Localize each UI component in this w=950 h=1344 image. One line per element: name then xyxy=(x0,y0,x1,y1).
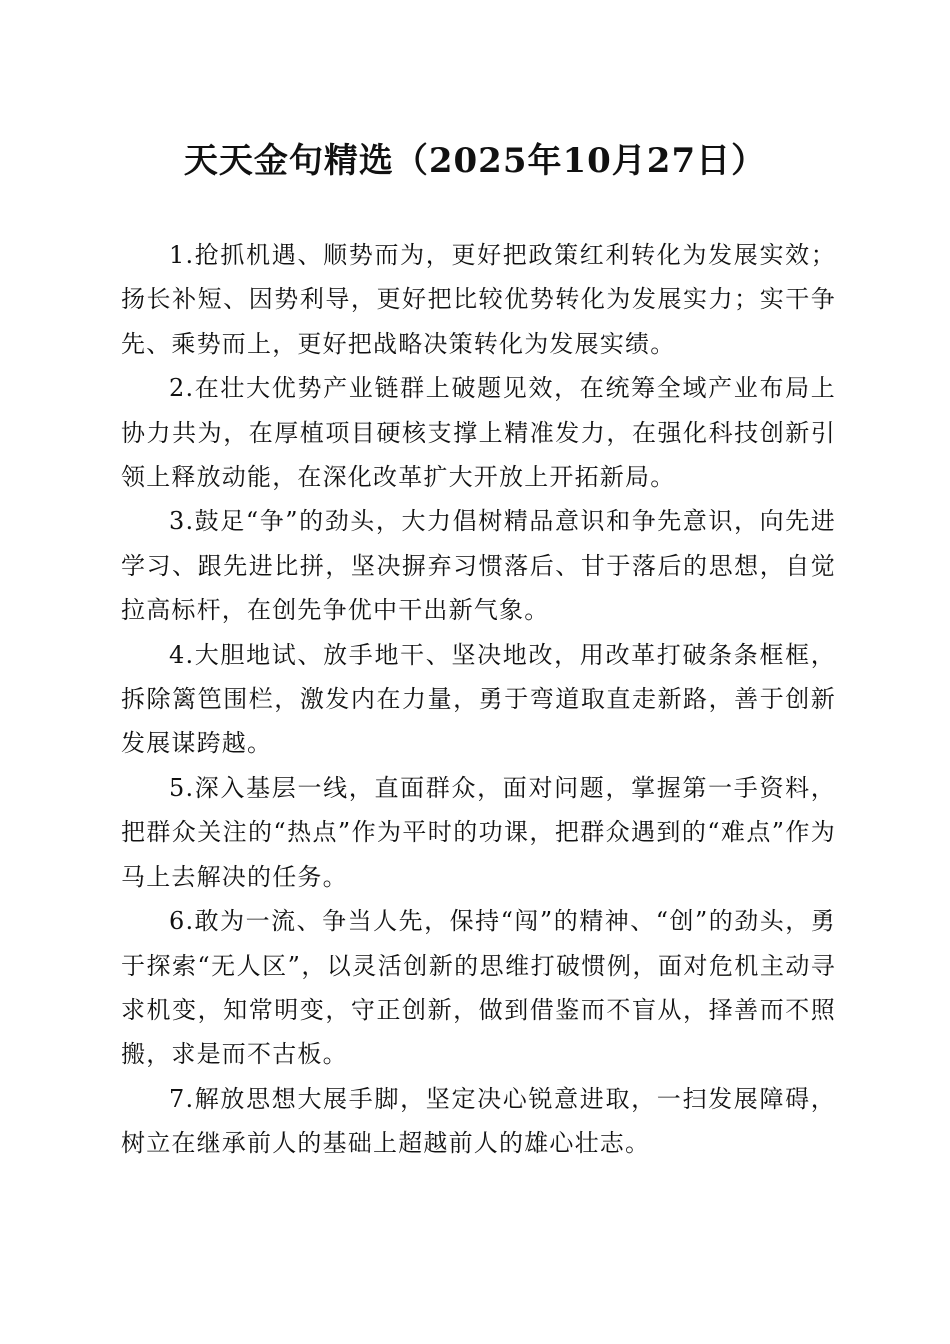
paragraph-5: 5.深入基层一线，直面群众，面对问题，掌握第一手资料，把群众关注的“热点”作为平时的功课，把群众遇到的“难点”作为马上去解决的任务。 xyxy=(121,773,836,891)
paragraph-6: 6.敢为一流、争当人先，保持“闯”的精神、“创”的劲头，勇于探索“无人区”，以灵活创新的思维打破惯例，面对危机主动寻求机变，知常明变，守正创新，做到借鉴而不盲从，择善而不照搬，求是而不古板。 xyxy=(121,907,836,1069)
paragraph-4: 4.大胆地试、放手地干、坚决地改，用改革打破条条框框，拆除篱笆围栏，激发内在力量，勇于弯道取直走新路，善于创新发展谋跨越。 xyxy=(121,640,836,758)
document-title: 天天金句精选（2025年10月27日） xyxy=(183,141,767,181)
paragraph-1: 1.抢抓机遇、顺势而为，更好把政策红利转化为发展实效；扬长补短、因势利导，更好把比较优势转化为发展实力；实干争先、乘势而上，更好把战略决策转化为发展实绩。 xyxy=(121,241,836,358)
paragraph-7: 7.解放思想大展手脚，坚定决心锐意进取，一扫发展障碍，树立在继承前人的基础上超越前人的雄心壮志。 xyxy=(121,1084,836,1158)
paragraph-3: 3.鼓足“争”的劲头，大力倡树精品意识和争先意识，向先进学习、跟先进比拼，坚决摒弃习惯落后、甘于落后的思想，自觉拉高标杆，在创先争优中干出新气象。 xyxy=(121,507,836,625)
paragraph-2: 2.在壮大优势产业链群上破题见效，在统筹全域产业布局上协力共为，在厚植项目硬核支撑上精准发力，在强化科技创新引领上释放动能，在深化改革扩大开放上开拓新局。 xyxy=(121,374,836,492)
document-body xyxy=(121,233,836,1166)
